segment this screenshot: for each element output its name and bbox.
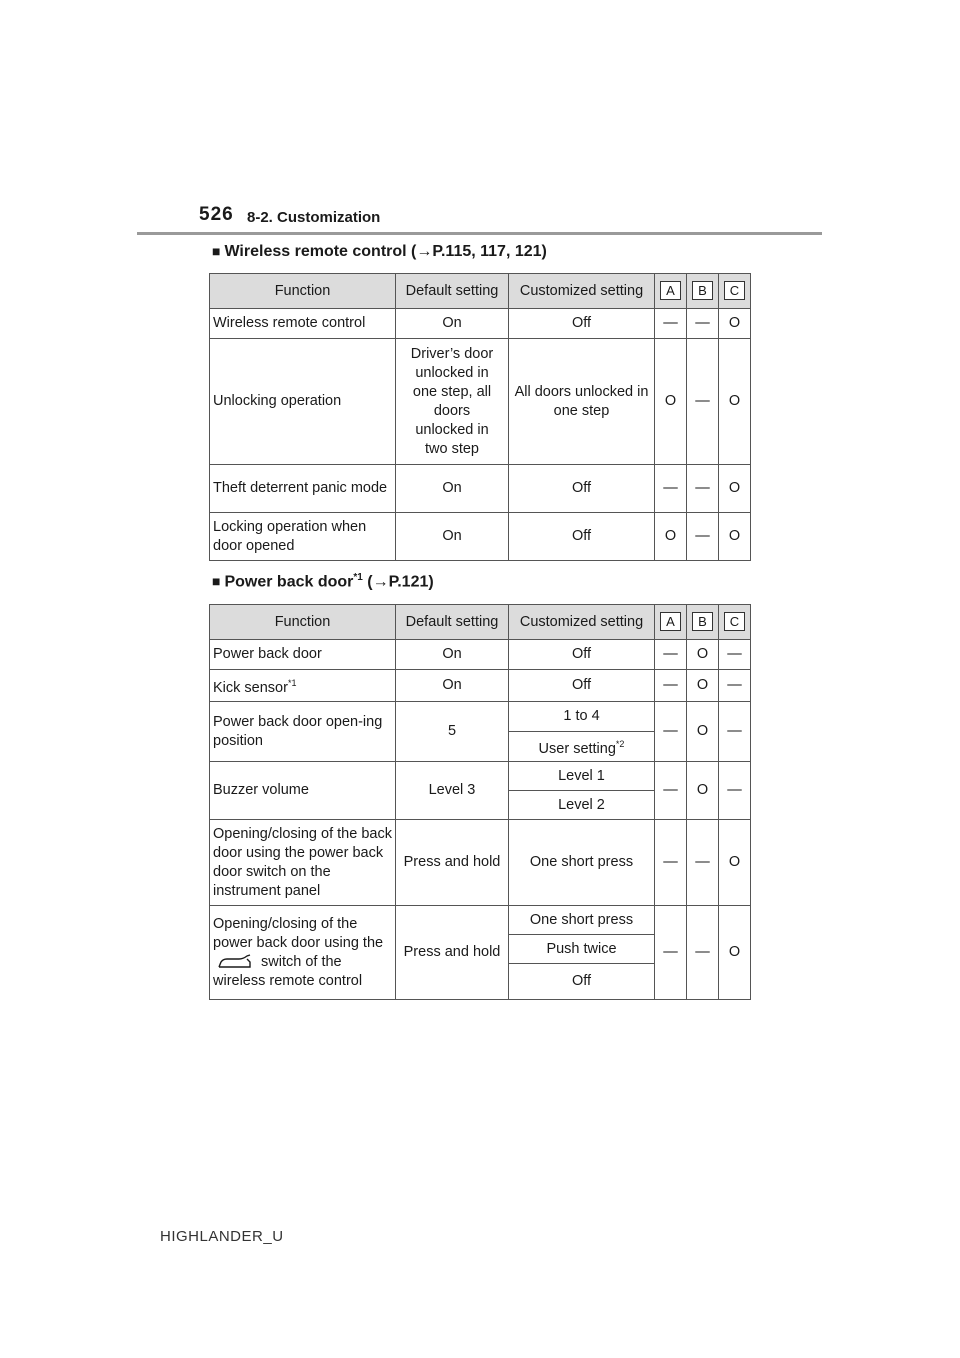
letter-b-icon: B: [692, 612, 713, 631]
table-row: Wireless remote control On Off — — O: [210, 309, 751, 339]
col-default: Default setting: [396, 605, 509, 640]
square-bullet-icon: ■: [212, 243, 221, 259]
arrow-right-icon: →: [416, 243, 433, 260]
letter-a-icon: A: [660, 281, 681, 300]
col-a: [655, 274, 687, 309]
power-back-door-heading: ■ Power back door$^{*1}$ (→P.121): [212, 572, 434, 591]
col-b: [687, 274, 719, 309]
back-door-remote-icon: [217, 953, 253, 971]
col-b: [687, 605, 719, 640]
letter-a-icon: A: [660, 612, 681, 631]
header-rule: [137, 232, 822, 235]
table-header-row: [210, 274, 751, 309]
arrow-right-icon: →: [372, 573, 389, 591]
table-row: Buzzer volume Level 3 Level 1 — O —: [210, 762, 751, 791]
table-row: Unlocking operation Driver’s door unlocked in one step, all doors unlocked in two step All doors unlocked in one step O — O: [210, 339, 751, 465]
wireless-remote-table: [209, 273, 751, 561]
col-a: [655, 605, 687, 640]
col-customized: Customized setting: [509, 274, 655, 309]
letter-b-icon: B: [692, 281, 713, 300]
col-c: [719, 274, 751, 309]
table-row: Power back door open-ing position 5 1 to 4 — O —: [210, 702, 751, 732]
col-c: [719, 605, 751, 640]
letter-c-icon: C: [724, 281, 745, 300]
wireless-remote-heading: ■ Wireless remote control (→P.115, 117, 121): [212, 243, 547, 260]
square-bullet-icon: ■: [212, 573, 221, 590]
table-header-row: [210, 605, 751, 640]
table-row: Theft deterrent panic mode On Off — — O: [210, 465, 751, 513]
table-row: Locking operation when door opened On Off O — O: [210, 513, 751, 561]
table-row: Level 2: [210, 791, 751, 820]
col-function: Function: [210, 605, 396, 640]
table-row: Kick sensor$^{*1}$ On Off — O —: [210, 670, 751, 702]
col-customized: Customized setting: [509, 605, 655, 640]
page-number: 526: [199, 204, 234, 225]
col-function: Function: [210, 274, 396, 309]
table-row: Push twice: [210, 935, 751, 964]
power-back-door-table: [209, 604, 751, 1000]
table-row: Off: [210, 964, 751, 1000]
letter-c-icon: C: [724, 612, 745, 631]
table-row: Opening/closing of the back door using the power back door switch on the instrument panel Press and hold One short press — — O: [210, 820, 751, 906]
col-default: Default setting: [396, 274, 509, 309]
section-title: 8-2. Customization: [247, 209, 381, 226]
footer-model: HIGHLANDER_U: [160, 1228, 284, 1245]
table-row: Opening/closing of the power back door using the switch of the wireless remote control Press and hold One short press — — O: [210, 906, 751, 935]
table-row: User setting$^{*2}$: [210, 732, 751, 762]
table-row: Power back door On Off — O —: [210, 640, 751, 670]
